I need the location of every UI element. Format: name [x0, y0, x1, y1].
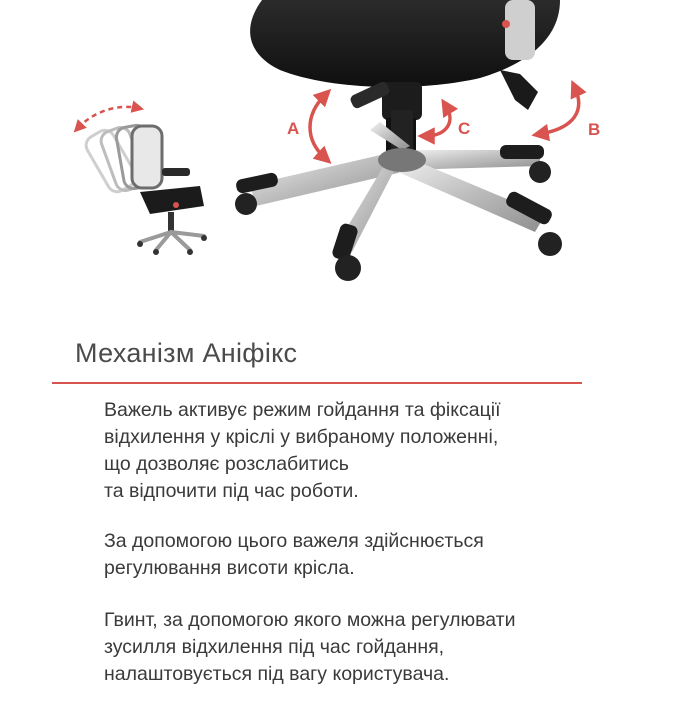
description-paragraph: Гвинт, за допомогою якого можна регулювати зусилля відхилення під час гойдання, налаштовується під вагу користувача.: [104, 609, 516, 685]
description-paragraph: Важель активує режим гойдання та фіксації відхилення у кріслі у вибраному положенні, що дозволяє розслабитись та відпочити під час роботи.: [104, 399, 501, 502]
chair-base: [235, 122, 562, 281]
chair-recline-thumbnail: [78, 107, 207, 255]
label-b: B: [588, 120, 601, 139]
description-paragraph: За допомогою цього важеля здійснюється регулювання висоти крісла.: [104, 530, 484, 579]
curved-arrow-icon: [310, 95, 325, 158]
label-c: C: [458, 119, 471, 138]
title-divider: [52, 382, 582, 384]
section-title: Механізм Аніфікс: [75, 338, 298, 368]
label-a: A: [287, 119, 300, 138]
chair-mechanism-illustration: [0, 0, 684, 300]
curved-arrow-icon: [426, 106, 450, 136]
curved-arrow-icon: [540, 88, 579, 134]
